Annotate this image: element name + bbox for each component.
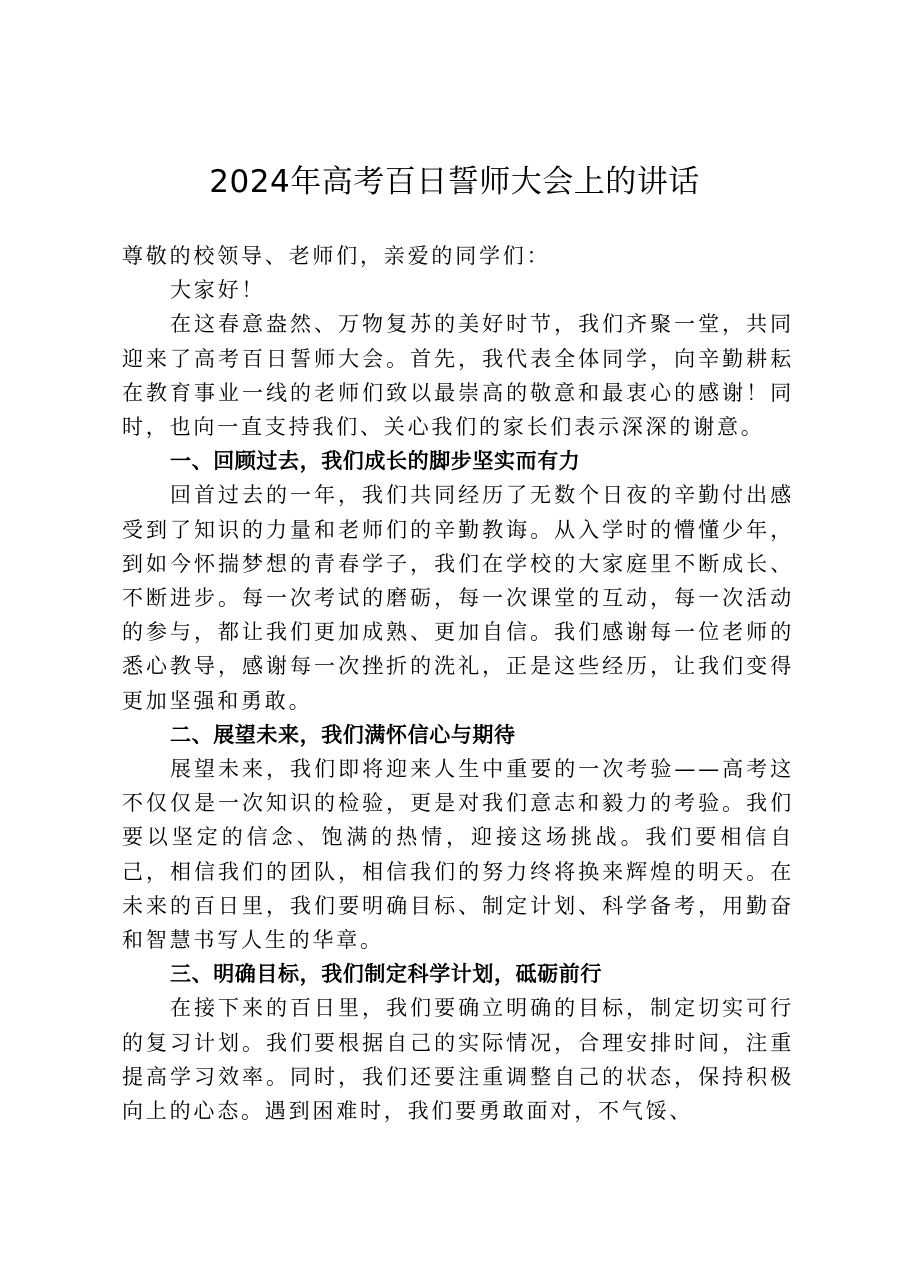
section-heading-1: 一、回顾过去，我们成长的脚步坚实而有力 (170, 449, 581, 474)
intro-paragraph: 在这春意盎然、万物复苏的美好时节，我们齐聚一堂，共同迎来了高考百日誓师大会。首先，我代表全体同学，向辛勤耕耘在教育事业一线的老师们致以最崇高的敬意和最衷心的感谢！同时，也向一直支持我们、关心我们的家长们表示深深的谢意。 (122, 312, 794, 440)
document-title: 2024年高考百日誓师大会上的讲话 (209, 164, 700, 200)
section-heading-3: 三、明确目标，我们制定科学计划，砥砺前行 (170, 962, 602, 987)
section-heading-2: 二、展望未来，我们满怀信心与期待 (170, 722, 516, 747)
salutation: 尊敬的校领导、老师们，亲爱的同学们： (122, 244, 551, 268)
section-paragraph-3: 在接下来的百日里，我们要确立明确的目标，制定切实可行的复习计划。我们要根据自己的实际情况，合理安排时间，注重提高学习效率。同时，我们还要注重调整自己的状态，保持积极向上的心态。遇到困难时，我们要勇敢面对，不气馁、 (122, 996, 794, 1124)
section-paragraph-1: 回首过去的一年，我们共同经历了无数个日夜的辛勤付出感受到了知识的力量和老师们的辛勤教诲。从入学时的懵懂少年，到如今怀揣梦想的青春学子，我们在学校的大家庭里不断成长、不断进步。每一次考试的磨砺，每一次课堂的互动，每一次活动的参与，都让我们更加成熟、更加自信。我们感谢每一位老师的悉心教导，感谢每一次挫折的洗礼，正是这些经历，让我们变得更加坚强和勇敢。 (122, 483, 794, 713)
section-paragraph-2: 展望未来，我们即将迎来人生中重要的一次考验——高考这不仅仅是一次知识的检验，更是对我们意志和毅力的考验。我们要以坚定的信念、饱满的热情，迎接这场挑战。我们要相信自己，相信我们的团队，相信我们的努力终将换来辉煌的明天。在未来的百日里，我们要明确目标、制定计划、科学备考，用勤奋和智慧书写人生的华章。 (122, 757, 794, 953)
greeting: 大家好！ (170, 278, 266, 303)
document-body (122, 239, 794, 1128)
